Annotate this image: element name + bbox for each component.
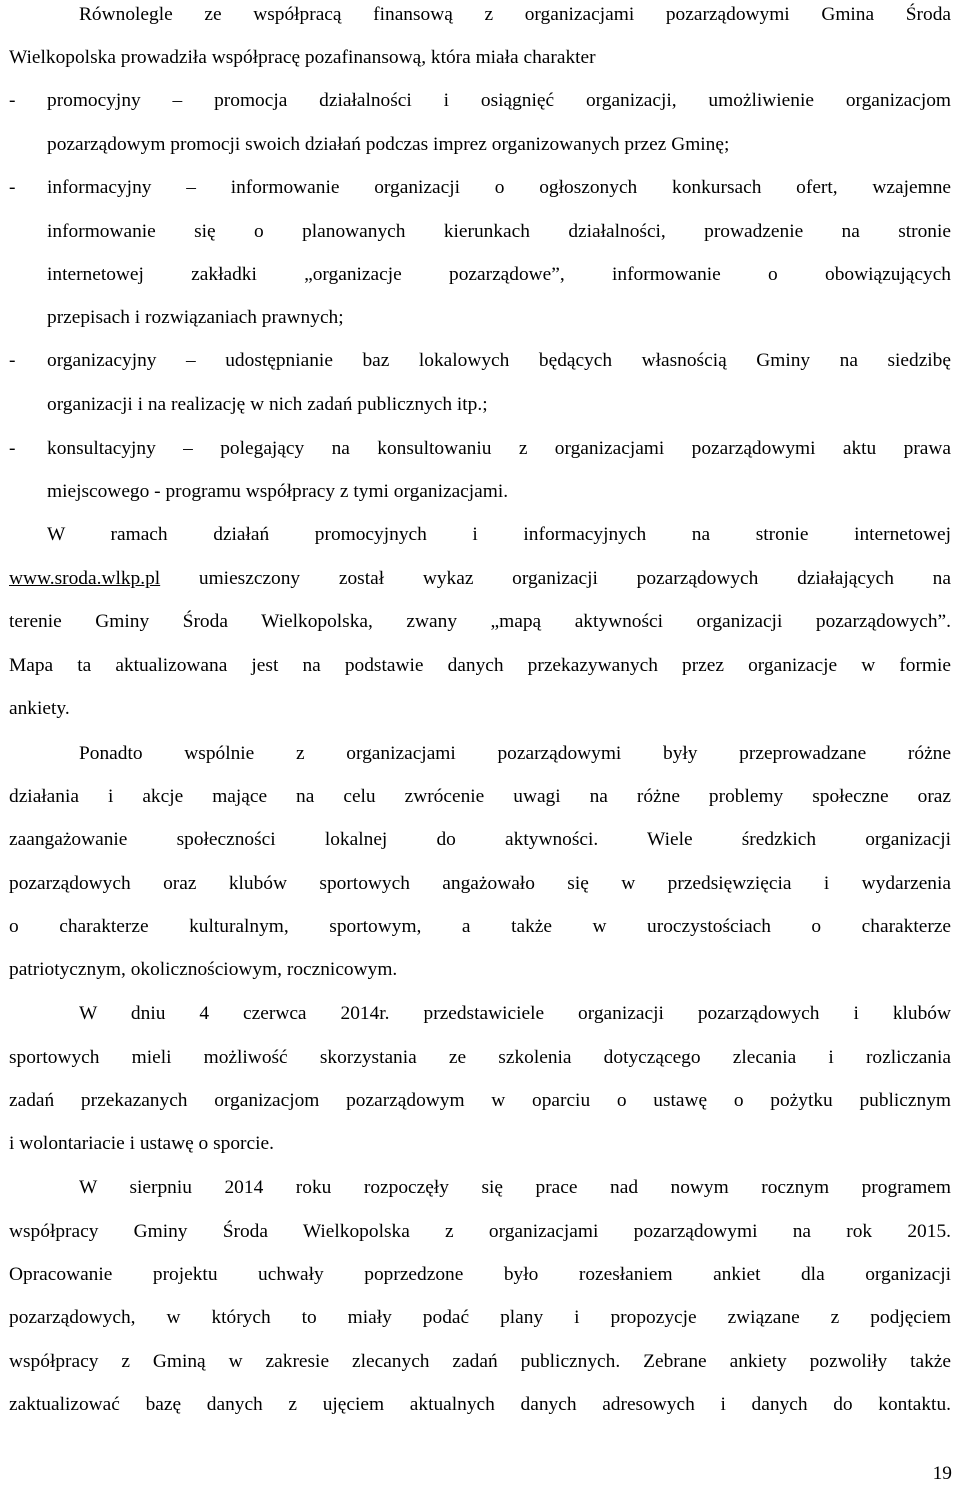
list-item-line: informowanie się o planowanych kierunkach działalności, prowadzenie na stronie xyxy=(47,221,951,242)
paragraph-line: Wielkopolska prowadziła współpracę pozafinansową, która miała charakter xyxy=(9,47,596,68)
page-number: 19 xyxy=(932,1463,952,1484)
paragraph-line: pozarządowych, w których to miały podać plany i propozycje związane z podjęciem xyxy=(9,1307,951,1328)
list-bullet: - xyxy=(9,90,16,111)
list-item-line: pozarządowym promocji swoich działań podczas imprez organizowanych przez Gminę; xyxy=(47,134,730,155)
list-bullet: - xyxy=(9,177,16,198)
paragraph-line: sportowych mieli możliwość skorzystania ze szkolenia dotyczącego zlecania i rozliczania xyxy=(9,1047,951,1068)
list-item-line: organizacyjny – udostępnianie baz lokalowych będących własnością Gminy na siedzibę xyxy=(47,350,951,371)
website-link[interactable]: www.sroda.wlkp.pl xyxy=(9,568,161,589)
paragraph-line: Opracowanie projektu uchwały poprzedzone było rozesłaniem ankiet dla organizacji xyxy=(9,1264,951,1285)
list-bullet: - xyxy=(9,438,16,459)
paragraph-line: zaktualizować bazę danych z ujęciem aktualnych danych adresowych i danych do kontaktu. xyxy=(9,1394,951,1415)
list-item-line: informacyjny – informowanie organizacji o ogłoszonych konkursach ofert, wzajemne xyxy=(47,177,951,198)
paragraph-line: W ramach działań promocyjnych i informacyjnych na stronie internetowej xyxy=(47,524,951,545)
list-item-line: promocyjny – promocja działalności i osiągnięć organizacji, umożliwienie organizacjom xyxy=(47,90,951,111)
paragraph-line: zaangażowanie społeczności lokalnej do aktywności. Wiele średzkich organizacji xyxy=(9,829,951,850)
list-item-line: internetowej zakładki „organizacje pozarządowe”, informowanie o obowiązujących xyxy=(47,264,951,285)
list-item-line: przepisach i rozwiązaniach prawnych; xyxy=(47,307,344,328)
list-item-line: organizacji i na realizację w nich zadań publicznych itp.; xyxy=(47,394,488,415)
paragraph-line: współpracy Gminy Środa Wielkopolska z organizacjami pozarządowymi na rok 2015. xyxy=(9,1221,951,1242)
paragraph-line: Ponadto wspólnie z organizacjami pozarządowymi były przeprowadzane różne xyxy=(79,743,951,764)
list-item-line: konsultacyjny – polegający na konsultowaniu z organizacjami pozarządowymi aktu prawa xyxy=(47,438,951,459)
paragraph-line: patriotycznym, okolicznościowym, rocznicowym. xyxy=(9,959,398,980)
paragraph-line: i wolontariacie i ustawę o sporcie. xyxy=(9,1133,274,1154)
paragraph-line: Mapa ta aktualizowana jest na podstawie danych przekazywanych przez organizacje w formie xyxy=(9,655,951,676)
paragraph-line: o charakterze kulturalnym, sportowym, a także w uroczystościach o charakterze xyxy=(9,916,951,937)
paragraph-line xyxy=(9,559,951,599)
paragraph-line: zadań przekazanych organizacjom pozarządowym w oparciu o ustawę o pożytku publicznym xyxy=(9,1090,951,1111)
paragraph-line: pozarządowych oraz klubów sportowych angażowało się w przedsięwzięcia i wydarzenia xyxy=(9,873,951,894)
list-item-line: miejscowego - programu współpracy z tymi organizacjami. xyxy=(47,481,509,502)
paragraph-line: współpracy z Gminą w zakresie zlecanych zadań publicznych. Zebrane ankiety pozwoliły także xyxy=(9,1351,951,1372)
paragraph-line: ankiety. xyxy=(9,698,70,719)
paragraph-line: terenie Gminy Środa Wielkopolska, zwany „mapą aktywności organizacji pozarządowych”. xyxy=(9,611,951,632)
paragraph-line: Równolegle ze współpracą finansową z organizacjami pozarządowymi Gmina Środa xyxy=(79,4,951,25)
list-bullet: - xyxy=(9,350,16,371)
paragraph-line: W sierpniu 2014 roku rozpoczęły się prace nad nowym rocznym programem xyxy=(79,1177,951,1198)
paragraph-line: W dniu 4 czerwca 2014r. przedstawiciele organizacji pozarządowych i klubów xyxy=(79,1003,951,1024)
paragraph-text: umieszczony został wykaz organizacji pozarządowych działających na xyxy=(160,568,951,589)
paragraph-line: działania i akcje mające na celu zwrócenie uwagi na różne problemy społeczne oraz xyxy=(9,786,951,807)
